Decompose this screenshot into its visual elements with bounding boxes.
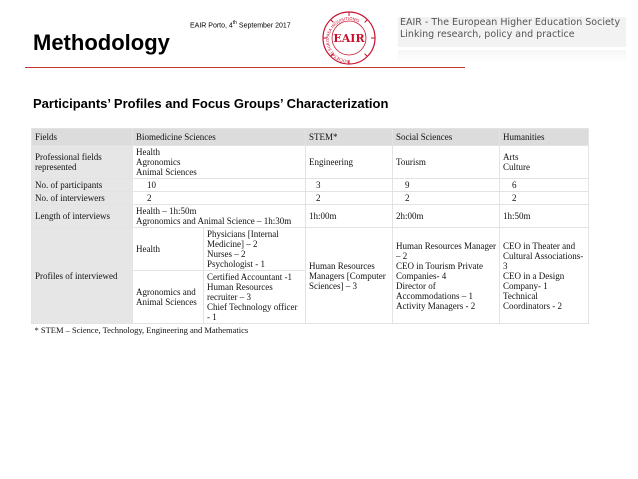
cell-stem: Human Resources Managers [Computer Sciences] – 3: [306, 228, 393, 324]
table-row-profiles-health: [32, 228, 589, 271]
cell-biomedicine: 10: [133, 179, 306, 192]
cell-humanities: 2: [500, 192, 589, 205]
header-biomedicine: Biomedicine Sciences: [133, 129, 306, 146]
slide-subtitle: Participants’ Profiles and Focus Groups’ Characterization: [33, 96, 389, 111]
header-humanities: Humanities: [500, 129, 589, 146]
cell-humanities: 6: [500, 179, 589, 192]
cell-stem: Engineering: [306, 146, 393, 179]
logo-text: EAIR: [333, 32, 365, 45]
table-row-length: [32, 205, 589, 228]
cell-biomedicine: 2: [133, 192, 306, 205]
table-row-participants: [32, 179, 589, 192]
logo-ring-text: SOCIETAS EUROPAEA INQUISITIONIS: [325, 15, 361, 65]
cell-stem: 2: [306, 192, 393, 205]
cell-biomedicine: Health – 1h:50m Agronomics and Animal Science – 1h:30m: [133, 205, 306, 228]
cell-humanities: CEO in Theater and Cultural Associations- 3 CEO in a Design Company- 1 Technical Coordinators - 2: [500, 228, 589, 324]
cell-agro-roles: Certified Accountant -1 Human Resources recruiter – 3 Chief Technology officer - 1: [204, 271, 306, 324]
header-fade: [398, 50, 626, 64]
slide-title: Methodology: [33, 30, 170, 55]
cell-humanities: 1h:50m: [500, 205, 589, 228]
cell-health-roles: Physicians [Internal Medicine] – 2 Nurses – 2 Psychologist - 1: [204, 228, 306, 271]
society-tagline: Linking research, policy and practice: [400, 29, 575, 40]
characterization-table-image: [31, 128, 588, 386]
eair-logo: [318, 10, 380, 66]
table-row-professional-fields: [32, 146, 589, 179]
cell-stem: 1h:00m: [306, 205, 393, 228]
table-footnote: * STEM – Science, Technology, Engineering and Mathematics: [34, 325, 249, 335]
cell-biomedicine: Health Agronomics Animal Sciences: [133, 146, 306, 179]
characterization-table: [31, 128, 589, 336]
society-banner: [398, 17, 626, 47]
cell-social: 2: [393, 192, 500, 205]
cell-stem: 3: [306, 179, 393, 192]
cell-social: Tourism: [393, 146, 500, 179]
header-fields: Fields: [32, 129, 133, 146]
cell-social: 9: [393, 179, 500, 192]
cell-agro-label: Agronomics and Animal Sciences: [133, 271, 204, 324]
title-divider: [25, 67, 465, 68]
cell-social: Human Resources Manager – 2 CEO in Tourism Private Companies- 4 Director of Accommodations – 1 Activity Managers - 2: [393, 228, 500, 324]
row-label: Length of interviews: [32, 205, 133, 228]
row-label: No. of participants: [32, 179, 133, 192]
cell-humanities: Arts Culture: [500, 146, 589, 179]
table-row-interviewers: [32, 192, 589, 205]
society-name: EAIR - The European Higher Education Society: [400, 17, 621, 28]
row-label: Profiles of interviewed: [32, 228, 133, 324]
cell-health-label: Health: [133, 228, 204, 271]
row-label: No. of interviewers: [32, 192, 133, 205]
header-stem: STEM*: [306, 129, 393, 146]
table-footnote-row: [32, 324, 589, 337]
header-social: Social Sciences: [393, 129, 500, 146]
table-header-row: [32, 129, 589, 146]
event-caption: EAIR Porto, 4th September 2017: [190, 20, 291, 30]
row-label: Professional fields represented: [32, 146, 133, 179]
cell-social: 2h:00m: [393, 205, 500, 228]
